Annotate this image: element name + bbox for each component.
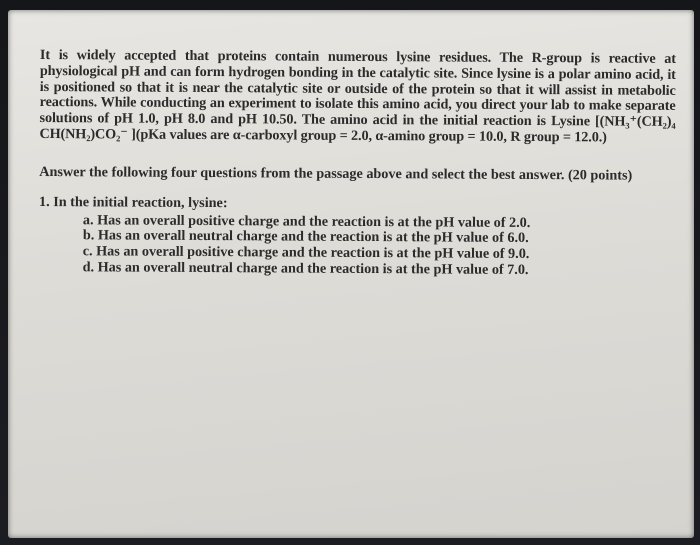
passage-line: solutions of pH 1.0, pH 8.0 and pH 10.50. The amino acid in the initial reaction is Lysine [(NH₃⁺(CH₂)₄	[39, 110, 676, 131]
answer-option-a: a. Has an overall positive charge and the reaction is at the pH value of 2.0.	[82, 212, 531, 231]
answer-option-b: b. Has an overall neutral charge and the reaction is at the pH value of 6.0.	[82, 227, 529, 247]
document-content	[39, 48, 676, 279]
passage-paragraph	[39, 48, 676, 147]
paper-sheet	[8, 10, 694, 538]
passage-line: is positioned so that it is near the catalytic site or outside of the protein so that it will assist in metabolic	[39, 78, 676, 99]
passage-line: It is widely accepted that proteins contain numerous lysine residues. The R-group is reactive at	[39, 47, 676, 67]
passage-line: physiological pH and can form hydrogen bonding in the catalytic site. Since lysine is a polar amino acid, it	[39, 62, 676, 83]
answer-options	[39, 213, 675, 279]
question-stem: 1. In the initial reaction, lysine:	[39, 193, 228, 211]
passage-line: reactions. While conducting an experiment to isolate this amino acid, you direct your lab to make separate	[39, 94, 676, 115]
instruction-text: Answer the following four questions from the passage above and select the best answer. (20 points)	[39, 163, 633, 184]
answer-option-d: d. Has an overall neutral charge and the reaction is at the pH value of 7.0.	[82, 258, 529, 278]
answer-option-c: c. Has an overall positive charge and the reaction is at the pH value of 9.0.	[82, 243, 530, 262]
passage-line: CH(NH₂)CO₂⁻ ](pKa values are α-carboxyl group = 2.0, α-amino group = 10.0, R group = 12.0.)	[39, 125, 607, 146]
